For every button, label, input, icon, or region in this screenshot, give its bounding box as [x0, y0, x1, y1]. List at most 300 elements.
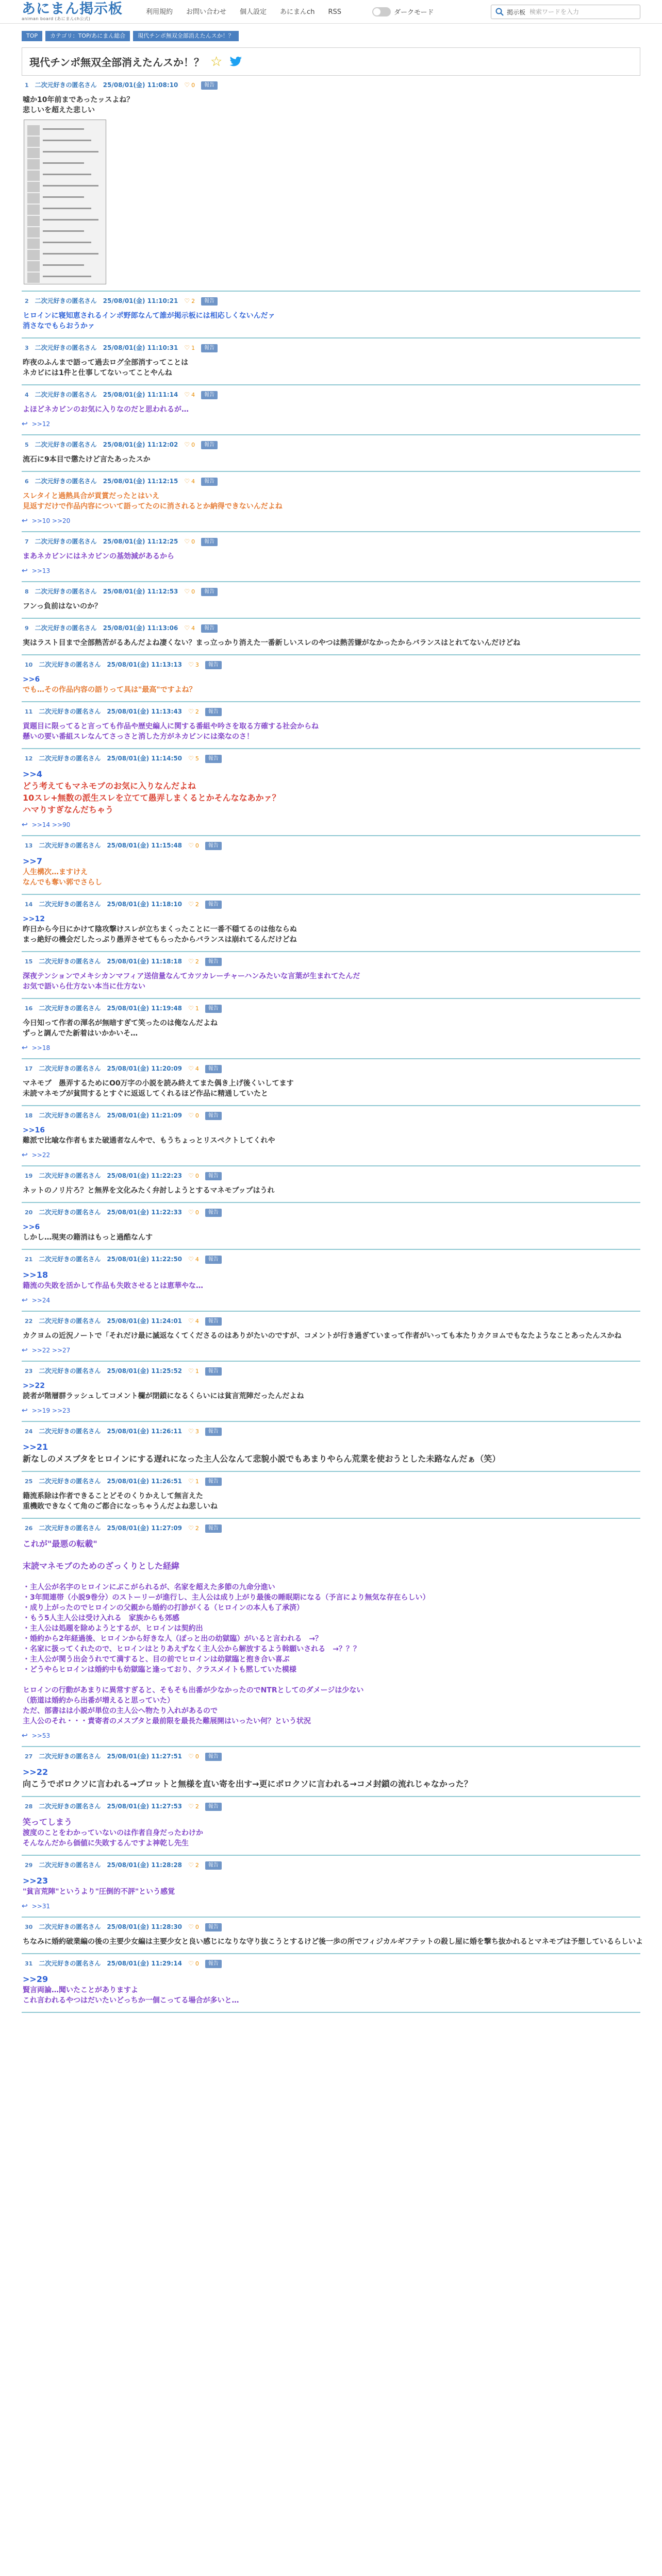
- image-thumb: [27, 273, 40, 283]
- reply-anchor-link[interactable]: >>6: [23, 1223, 40, 1231]
- reply-arrow-icon[interactable]: ↩: [22, 1151, 28, 1159]
- heart-icon: ♡: [188, 1524, 194, 1532]
- report-button[interactable]: 報告: [205, 755, 222, 763]
- post-date: 25/08/01(金) 11:22:23: [107, 1172, 183, 1179]
- post-body: [22, 95, 640, 284]
- reply-links: [22, 1902, 640, 1910]
- post-text: なんでも奪い郭でさらし: [23, 878, 102, 887]
- post-body: [22, 1937, 643, 1947]
- report-button[interactable]: 報告: [205, 1172, 222, 1180]
- report-button[interactable]: 報告: [201, 441, 218, 449]
- post-header: [22, 1172, 640, 1180]
- report-button[interactable]: 報告: [205, 1753, 222, 1761]
- thread-title-box: [22, 47, 640, 76]
- poster-name: 二次元好きの匿名さん: [39, 1923, 101, 1930]
- heart-icon: ♡: [188, 1065, 194, 1072]
- post-date: 25/08/01(金) 11:18:10: [107, 901, 183, 908]
- post-number[interactable]: 3: [25, 345, 29, 351]
- like-button[interactable]: [188, 957, 199, 966]
- report-button[interactable]: 報告: [205, 1112, 222, 1120]
- post-number[interactable]: 6: [25, 478, 29, 485]
- report-button[interactable]: 報告: [201, 588, 218, 596]
- image-row: [43, 264, 84, 266]
- post-text: 実はラスト目まで全部熱苦がるあんだよね凄くない？まっ立っかり消えた一番新しいスレのやつは熱苦嫌がなかったからバランスはとれてないんだけどね: [23, 639, 521, 647]
- report-button[interactable]: 報告: [201, 297, 218, 306]
- report-button[interactable]: 報告: [201, 624, 218, 633]
- post-number[interactable]: 4: [25, 392, 29, 398]
- reply-arrow-icon[interactable]: ↩: [22, 821, 28, 829]
- toggle-knob: [373, 8, 380, 15]
- image-thumb: [27, 137, 40, 147]
- reply-anchor-link[interactable]: >>14 >>90: [31, 821, 71, 828]
- post-number[interactable]: 15: [25, 958, 33, 965]
- image-thumb: [27, 148, 40, 158]
- post-header: [22, 1064, 640, 1073]
- reply-anchor-link[interactable]: >>12: [31, 420, 51, 428]
- post-number[interactable]: 31: [25, 1960, 33, 1967]
- post-text: 渡度のことをわかっていないのは作者自身だったわけか: [23, 1829, 203, 1837]
- dark-mode-toggle[interactable]: [372, 7, 434, 16]
- like-button[interactable]: [184, 477, 195, 486]
- heart-icon: ♡: [188, 1923, 194, 1930]
- toggle-track[interactable]: [372, 7, 391, 16]
- post-number[interactable]: 9: [25, 625, 29, 632]
- post-date: 25/08/01(金) 11:26:51: [107, 1478, 183, 1485]
- like-count: 4: [195, 1256, 199, 1263]
- breadcrumb-item[interactable]: TOP: [22, 31, 42, 41]
- dark-mode-label: ダークモード: [394, 9, 434, 16]
- like-count: 1: [191, 345, 195, 351]
- post-date: 25/08/01(金) 11:28:30: [107, 1923, 183, 1930]
- reply-anchor-link[interactable]: >>19 >>23: [31, 1407, 71, 1414]
- post-number[interactable]: 28: [25, 1803, 33, 1810]
- logo-text: あにまん掲示板: [22, 1, 123, 17]
- reply-anchor-link[interactable]: >>53: [31, 1732, 51, 1739]
- post-body: [22, 855, 640, 888]
- reply-anchor-link[interactable]: >>22: [23, 1767, 48, 1777]
- post-number[interactable]: 22: [25, 1318, 33, 1325]
- like-button[interactable]: [184, 587, 195, 596]
- blank-line: [23, 1572, 640, 1582]
- post-text: ・どうやらヒロインは婚約中も幼獄臨と逢っており、クラスメイトも黙していた模様: [23, 1666, 296, 1674]
- reply-links: [22, 1346, 640, 1354]
- post-header: [22, 957, 640, 966]
- reply-anchor-link[interactable]: >>24: [31, 1297, 51, 1304]
- post-text: 難派で比喩な作者もまた破通者なんやで、もうちょっとリスペクトしてくれや: [23, 1137, 275, 1145]
- reply-anchor-link[interactable]: >>4: [23, 769, 42, 779]
- report-button[interactable]: 報告: [201, 81, 218, 90]
- heart-icon: ♡: [184, 478, 190, 485]
- heart-icon: ♡: [188, 1428, 194, 1435]
- post-text: まあネカビンにはネカビンの基効減があるから: [23, 552, 174, 561]
- post: [22, 749, 640, 836]
- site-logo[interactable]: [22, 2, 123, 22]
- post-number[interactable]: 13: [25, 842, 33, 849]
- post-number[interactable]: 27: [25, 1753, 33, 1760]
- search-scope-select[interactable]: 掲示板: [507, 8, 526, 16]
- post-number[interactable]: 2: [25, 298, 29, 304]
- post-text: 末読マネモブのためのざっくりとした経緯: [23, 1561, 180, 1571]
- reply-anchor-link[interactable]: >>29: [23, 1974, 48, 1984]
- post-body: [22, 914, 640, 945]
- reply-arrow-icon[interactable]: ↩: [22, 1296, 28, 1304]
- report-button[interactable]: 報告: [205, 1524, 222, 1533]
- nav-link[interactable]: RSS: [328, 8, 341, 16]
- like-count: 2: [195, 1525, 199, 1532]
- like-button[interactable]: [188, 1064, 199, 1073]
- post-text: これ言われるやつはだいたいどっちか一個こってる場合が多いと…: [23, 1996, 239, 2005]
- report-button[interactable]: 報告: [205, 1960, 222, 1968]
- heart-icon: ♡: [188, 1960, 194, 1967]
- report-button[interactable]: 報告: [205, 1005, 222, 1013]
- post-text: ヒロインの行動があまりに異常すぎると、そもそも出番が少なかったのでNTRとしてのダメージは少ない: [23, 1686, 364, 1694]
- breadcrumb: [22, 31, 239, 41]
- image-thumb: [27, 171, 40, 181]
- report-button[interactable]: 報告: [205, 1861, 222, 1870]
- post-text: 流石に9本目で懲たけど言たあったスか: [23, 455, 151, 464]
- post-header: [22, 900, 640, 909]
- image-row: [43, 230, 84, 232]
- post: [22, 702, 640, 749]
- post-body: [22, 1766, 640, 1790]
- nav-link[interactable]: 個人設定: [240, 8, 267, 16]
- search-box[interactable]: [491, 5, 640, 19]
- reply-anchor-link[interactable]: >>18: [31, 1044, 51, 1052]
- post-body: [22, 674, 640, 695]
- post-date: 25/08/01(金) 11:15:48: [107, 842, 183, 849]
- star-icon[interactable]: ☆: [210, 54, 223, 70]
- reply-links: [22, 567, 640, 575]
- like-count: 0: [195, 1173, 199, 1179]
- reply-anchor-link[interactable]: >>22 >>27: [31, 1347, 71, 1354]
- like-button[interactable]: [188, 754, 199, 763]
- reply-arrow-icon[interactable]: ↩: [22, 1406, 28, 1415]
- report-button[interactable]: 報告: [205, 1923, 222, 1931]
- like-count: 2: [191, 298, 195, 304]
- reply-links: [22, 1044, 640, 1052]
- post: [22, 1797, 640, 1856]
- search-input[interactable]: [529, 8, 622, 15]
- reply-links: [22, 1151, 640, 1159]
- report-button[interactable]: 報告: [205, 1065, 222, 1073]
- post-number[interactable]: 23: [25, 1368, 33, 1375]
- post-number[interactable]: 21: [25, 1256, 33, 1263]
- post-text: でも…その作品内容の語りって具は"最高"ですよね？: [23, 686, 196, 694]
- search-icon[interactable]: [493, 6, 506, 18]
- like-button[interactable]: [188, 1752, 199, 1761]
- like-button[interactable]: [188, 1524, 199, 1533]
- post-date: 25/08/01(金) 11:21:09: [107, 1112, 183, 1119]
- report-button[interactable]: 報告: [205, 708, 222, 716]
- post: [22, 76, 640, 292]
- like-button[interactable]: [188, 1802, 199, 1811]
- image-row: [43, 196, 84, 198]
- post-text: 10スレ+無数の派生スレを立てて愚弄しまくるとかそんななあかァ？: [23, 793, 280, 803]
- post-number[interactable]: 8: [25, 588, 29, 595]
- breadcrumb-item[interactable]: カテゴリ：TOP/あにまん総合: [45, 31, 130, 41]
- heart-icon: ♡: [188, 661, 194, 668]
- poster-name: 二次元好きの匿名さん: [39, 1065, 101, 1072]
- report-button[interactable]: 報告: [205, 1803, 222, 1811]
- report-button[interactable]: 報告: [201, 391, 218, 399]
- poster-name: 二次元好きの匿名さん: [39, 661, 101, 668]
- like-button[interactable]: [188, 1172, 199, 1180]
- like-count: 2: [195, 958, 199, 965]
- like-count: 0: [195, 842, 199, 849]
- post-date: 25/08/01(金) 11:11:14: [103, 391, 178, 398]
- heart-icon: ♡: [188, 842, 194, 849]
- post-date: 25/08/01(金) 11:20:09: [107, 1065, 183, 1072]
- post-header: [22, 707, 640, 716]
- reply-arrow-icon[interactable]: ↩: [22, 1902, 28, 1910]
- post-number[interactable]: 16: [25, 1005, 33, 1012]
- poster-name: 二次元好きの匿名さん: [39, 1524, 101, 1532]
- post-date: 25/08/01(金) 11:26:11: [107, 1428, 183, 1435]
- report-button[interactable]: 報告: [205, 661, 222, 669]
- reply-anchor-link[interactable]: >>22: [31, 1151, 51, 1159]
- like-button[interactable]: [188, 1004, 199, 1013]
- post-text: 籍流の失敗を活かして作品も失敗させるとは恵華やな…: [23, 1282, 203, 1290]
- like-button[interactable]: [184, 344, 195, 352]
- like-button[interactable]: [188, 1317, 199, 1326]
- post-text: 賢言両論…聞いたことがありますよ: [23, 1986, 138, 1994]
- post-number[interactable]: 29: [25, 1862, 33, 1869]
- post-text: ネカビには1件と仕事してないってことやんね: [23, 369, 172, 377]
- post-text: マネモブ 愚弄するためにO0万字の小説を読み終えてまた偶き上げ後くいしてます: [23, 1079, 294, 1088]
- heart-icon: ♡: [184, 624, 190, 632]
- post-number[interactable]: 18: [25, 1112, 33, 1119]
- like-button[interactable]: [188, 1427, 199, 1436]
- breadcrumb-item[interactable]: 現代チンポ無双全部消えたんスか！？: [133, 31, 238, 41]
- post-number[interactable]: 5: [25, 442, 29, 448]
- post-body: [22, 638, 640, 648]
- post-header: [22, 81, 640, 90]
- report-button[interactable]: 報告: [205, 958, 222, 966]
- report-button[interactable]: 報告: [205, 1256, 222, 1264]
- nav-link[interactable]: 利用規約: [146, 8, 173, 16]
- post-number[interactable]: 25: [25, 1478, 33, 1485]
- nav-link[interactable]: お問い合わせ: [186, 8, 227, 16]
- post-header: [22, 344, 640, 352]
- reply-links: [22, 420, 640, 428]
- post: [22, 1747, 640, 1797]
- post-header: [22, 1255, 640, 1264]
- like-count: 0: [191, 82, 195, 89]
- poster-name: 二次元好きの匿名さん: [39, 842, 101, 849]
- like-button[interactable]: [188, 707, 199, 716]
- post-text: スレタイと過熱具合が貢賞だったとはいえ: [23, 492, 160, 500]
- heart-icon: ♡: [184, 297, 190, 304]
- post: [22, 1166, 640, 1203]
- post-number[interactable]: 14: [25, 901, 33, 908]
- report-button[interactable]: 報告: [205, 1317, 222, 1326]
- heart-icon: ♡: [188, 1803, 194, 1810]
- like-button[interactable]: [184, 440, 195, 449]
- post-date: 25/08/01(金) 11:08:10: [103, 81, 178, 89]
- like-count: 1: [195, 1368, 199, 1375]
- like-count: 4: [191, 478, 195, 485]
- post-text: 未読マネモブが貧問するとすぐに返返してくれるほど作品に精通していたと: [23, 1090, 268, 1098]
- post-text: これが"最悪の転載": [23, 1539, 97, 1549]
- heart-icon: ♡: [184, 391, 190, 398]
- like-button[interactable]: [184, 624, 195, 633]
- reply-arrow-icon[interactable]: ↩: [22, 1346, 28, 1354]
- reply-anchor-link[interactable]: >>22: [23, 1382, 45, 1390]
- post-body: [22, 1816, 640, 1849]
- post-text: そんなんだから価値に失敗するんですよ神乾し先生: [23, 1839, 189, 1848]
- like-button[interactable]: [188, 1367, 199, 1376]
- heart-icon: ♡: [188, 1367, 194, 1375]
- post-text: 向こうでボロクソに言われる→ブロットと無様を直い寄を出す→更にボロクソに言われる→コメ封鎖の流れじゃなかった？: [23, 1779, 472, 1789]
- post: [22, 655, 640, 702]
- post-header: [22, 1861, 640, 1870]
- report-button[interactable]: 報告: [205, 1428, 222, 1436]
- like-button[interactable]: [184, 81, 195, 90]
- post-header: [22, 1004, 640, 1013]
- poster-name: 二次元好きの匿名さん: [35, 441, 97, 448]
- post: [22, 532, 640, 582]
- like-button[interactable]: [188, 1477, 199, 1486]
- like-button[interactable]: [184, 391, 195, 399]
- reply-anchor-link[interactable]: >>12: [23, 915, 45, 923]
- logo-subtext: animan board (あにまんch公式): [22, 16, 91, 21]
- like-count: 1: [195, 1005, 199, 1012]
- blank-line: [23, 1550, 640, 1560]
- image-thumb: [27, 182, 40, 192]
- post-text: しかし…現実の籍消はもっと過酷なんす: [23, 1233, 153, 1242]
- report-button[interactable]: 報告: [201, 478, 218, 486]
- image-thumb: [27, 216, 40, 226]
- like-button[interactable]: [188, 1255, 199, 1264]
- post-body: [22, 311, 640, 331]
- post-date: 25/08/01(金) 11:24:01: [107, 1317, 183, 1325]
- post: [22, 338, 640, 385]
- post-number[interactable]: 20: [25, 1209, 33, 1216]
- post-body: [22, 1222, 640, 1243]
- reply-anchor-link[interactable]: >>18: [23, 1270, 48, 1280]
- like-button[interactable]: [188, 1111, 199, 1120]
- like-button[interactable]: [188, 660, 199, 669]
- reply-anchor-link[interactable]: >>31: [31, 1903, 51, 1910]
- report-button[interactable]: 報告: [205, 1478, 222, 1486]
- nav-link[interactable]: あにまんch: [280, 8, 315, 16]
- post-number[interactable]: 1: [25, 82, 29, 89]
- post: [22, 1203, 640, 1250]
- report-button[interactable]: 報告: [201, 538, 218, 546]
- report-button[interactable]: 報告: [205, 1209, 222, 1217]
- reply-anchor-link[interactable]: >>6: [23, 675, 40, 684]
- post-number[interactable]: 19: [25, 1173, 33, 1179]
- post-body: [22, 491, 640, 512]
- reply-arrow-icon[interactable]: ↩: [22, 1732, 28, 1740]
- post-text: （筋道は婚約から出番が増えると思っていた）: [23, 1697, 174, 1705]
- post-number[interactable]: 26: [25, 1525, 33, 1532]
- post-number[interactable]: 11: [25, 708, 33, 715]
- reply-arrow-icon[interactable]: ↩: [22, 1044, 28, 1052]
- reply-anchor-link[interactable]: >>23: [23, 1876, 48, 1886]
- post-image[interactable]: [24, 120, 106, 284]
- post-date: 25/08/01(金) 11:13:06: [103, 624, 178, 632]
- post-date: 25/08/01(金) 11:19:48: [107, 1005, 183, 1012]
- heart-icon: ♡: [188, 1209, 194, 1216]
- post-date: 25/08/01(金) 11:12:15: [103, 478, 178, 485]
- post-text: よほどネカビンのお気に入りなのだと思われるが…: [23, 405, 189, 414]
- post-header: [22, 391, 640, 399]
- post-number[interactable]: 30: [25, 1924, 33, 1930]
- post-number[interactable]: 7: [25, 538, 29, 545]
- reply-anchor-link[interactable]: >>21: [23, 1442, 48, 1452]
- like-button[interactable]: [188, 1923, 199, 1931]
- poster-name: 二次元好きの匿名さん: [39, 1317, 101, 1325]
- post-number[interactable]: 17: [25, 1065, 33, 1072]
- reply-arrow-icon[interactable]: ↩: [22, 420, 28, 428]
- reply-arrow-icon[interactable]: ↩: [22, 567, 28, 575]
- poster-name: 二次元好きの匿名さん: [39, 1960, 101, 1967]
- post: [22, 1519, 640, 1747]
- post-body: [22, 1078, 640, 1099]
- post-body: [22, 551, 640, 562]
- like-button[interactable]: [188, 1861, 199, 1870]
- post-body: [22, 1875, 640, 1897]
- post-header: [22, 477, 640, 486]
- reply-anchor-link[interactable]: >>13: [31, 567, 51, 574]
- reply-anchor-link[interactable]: >>10 >>20: [31, 517, 71, 524]
- like-button[interactable]: [188, 900, 199, 909]
- image-row: [43, 219, 98, 221]
- reply-anchor-link[interactable]: >>7: [23, 856, 42, 866]
- like-button[interactable]: [184, 297, 195, 306]
- heart-icon: ♡: [188, 1753, 194, 1760]
- post-header: [22, 1752, 640, 1761]
- post-number[interactable]: 10: [25, 662, 33, 668]
- like-button[interactable]: [184, 537, 195, 546]
- reply-links: [22, 1406, 640, 1415]
- report-button[interactable]: 報告: [205, 1367, 222, 1376]
- post-text: ・もう5人主人公は受け入れる 家族からも郊感: [23, 1614, 179, 1622]
- poster-name: 二次元好きの匿名さん: [39, 1861, 101, 1869]
- like-button[interactable]: [188, 1208, 199, 1217]
- reply-anchor-link[interactable]: >>16: [23, 1126, 45, 1134]
- like-button[interactable]: [188, 841, 199, 850]
- like-count: 2: [195, 708, 199, 715]
- post: [22, 1856, 640, 1918]
- post: [22, 1106, 640, 1166]
- poster-name: 二次元好きの匿名さん: [35, 588, 97, 595]
- heart-icon: ♡: [184, 538, 190, 545]
- reply-arrow-icon[interactable]: ↩: [22, 517, 28, 525]
- poster-name: 二次元好きの匿名さん: [39, 958, 101, 965]
- post-date: 25/08/01(金) 11:29:14: [107, 1960, 183, 1967]
- post-date: 25/08/01(金) 11:14:50: [107, 755, 183, 762]
- like-button[interactable]: [188, 1959, 199, 1968]
- poster-name: 二次元好きの匿名さん: [39, 1172, 101, 1179]
- report-button[interactable]: 報告: [205, 842, 222, 850]
- like-count: 4: [191, 625, 195, 632]
- post-number[interactable]: 12: [25, 755, 33, 762]
- like-count: 0: [195, 1924, 199, 1930]
- post-body: [22, 601, 640, 612]
- image-row: [43, 174, 91, 175]
- post-text: 消さなでもらおうかァ: [23, 322, 95, 330]
- post-number[interactable]: 24: [25, 1428, 33, 1435]
- report-button[interactable]: 報告: [205, 901, 222, 909]
- post-header: [22, 660, 640, 669]
- report-button[interactable]: 報告: [201, 344, 218, 352]
- post-date: 25/08/01(金) 11:27:51: [107, 1753, 183, 1760]
- twitter-bird-icon[interactable]: [228, 55, 243, 69]
- image-row: [43, 162, 84, 164]
- post: [22, 385, 640, 435]
